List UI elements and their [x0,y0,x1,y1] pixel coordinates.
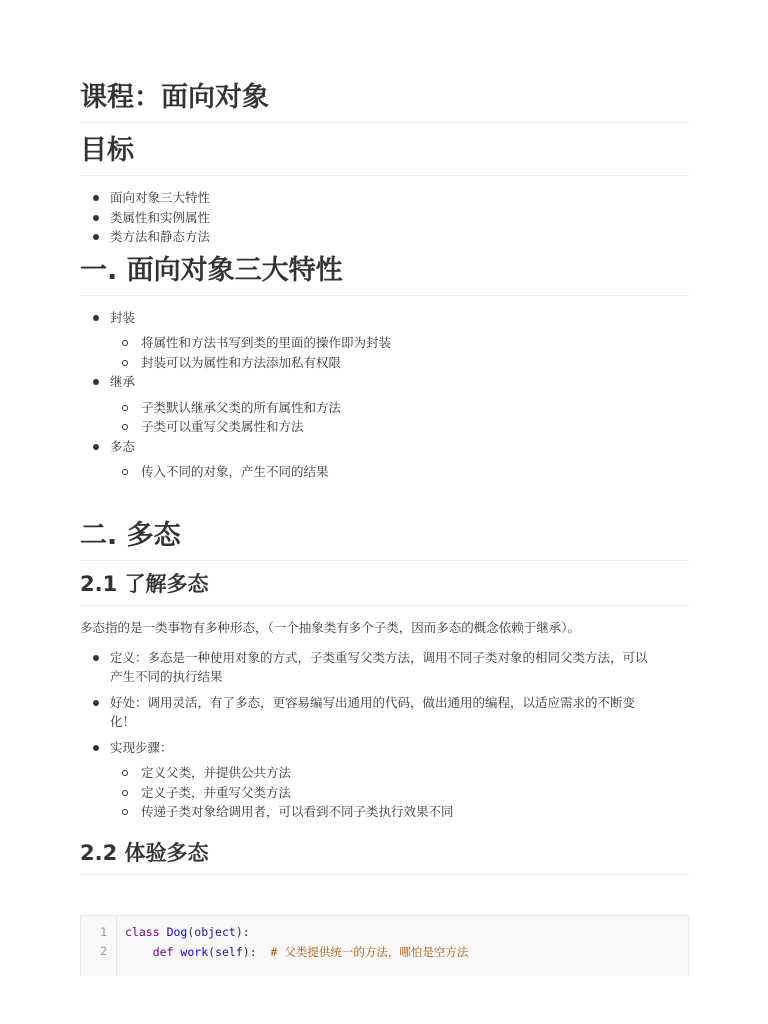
code-param: self [215,945,243,959]
polymorphism-list [80,648,689,822]
code-base-class: object [194,925,236,939]
goal-list [80,188,689,247]
sub-list [110,398,689,437]
definition-text-line1: 定义：多态是一种使用对象的方式，子类重写父类方法，调用不同子类对象的相同父类方法，可以 [110,649,648,665]
code-line [125,944,468,960]
page-title: 课程：面向对象 [80,80,689,123]
goal-heading: 目标 [80,133,689,176]
code-punct: ): [235,925,250,939]
benefit-text-line1: 好处：调用灵活，有了多态，更容易编写出通用的代码，做出通用的编程，以适应需求的不断变 [110,694,636,710]
sub-item: 封装可以为属性和方法添加私有权限 [110,353,689,373]
section1-item-encapsulation [80,308,689,373]
code-keyword: def [152,945,174,959]
code-gap [257,945,271,959]
section1-list [80,308,689,482]
step-item: 定义子类，并重写父类方法 [110,783,689,803]
line-number: 1 [100,925,107,939]
code-block[interactable] [80,915,689,976]
benefit-item [80,693,689,732]
code-punct: ): [242,945,257,959]
item-label: 封装 [110,309,136,325]
line-number: 2 [100,944,107,958]
sub-list [110,333,689,372]
steps-list [110,763,689,822]
sub-item: 传入不同的对象，产生不同的结果 [110,462,689,482]
definition-text-line2: 产生不同的执行结果 [110,669,223,684]
sub-item: 子类可以重写父类属性和方法 [110,417,689,437]
document-content [80,80,689,875]
section2-2-heading: 2.2 体验多态 [80,838,689,875]
steps-label: 实现步骤： [110,739,173,755]
benefit-text-line2: 化！ [110,714,136,729]
sub-item: 子类默认继承父类的所有属性和方法 [110,398,689,418]
goal-item: 类属性和实例属性 [80,208,689,228]
code-class-name: Dog [166,925,188,939]
item-label: 多态 [110,438,136,454]
definition-item [80,648,689,687]
code-function-name: work [180,945,209,959]
sub-item: 将属性和方法书写到类的里面的操作即为封装 [110,333,689,353]
step-item: 传递子类对象给调用者，可以看到不同子类执行效果不同 [110,802,689,822]
item-label: 继承 [110,374,136,389]
section2-1-heading: 2.1 了解多态 [80,569,689,606]
goal-item: 类方法和静态方法 [80,227,689,247]
code-comment: # 父类提供统一的方法，哪怕是空方法 [270,945,469,959]
code-punct: ( [208,945,216,959]
section2-heading: 二. 多态 [80,518,689,561]
code-indent [125,945,153,959]
code-punct: ( [187,925,195,939]
polymorphism-paragraph: 多态指的是一类事物有多种形态，（一个抽象类有多个子类，因而多态的概念依赖于继承）。 [80,619,581,635]
section1-item-polymorphism [80,437,689,482]
code-keyword: class [125,925,160,939]
sub-list [110,462,689,482]
section1-item-inheritance [80,372,689,437]
section1-heading: 一. 面向对象三大特性 [80,253,689,296]
step-item: 定义父类，并提供公共方法 [110,763,689,783]
steps-item [80,738,689,822]
code-line [125,925,250,939]
goal-item: 面向对象三大特性 [80,188,689,208]
line-number-gutter [81,916,117,976]
